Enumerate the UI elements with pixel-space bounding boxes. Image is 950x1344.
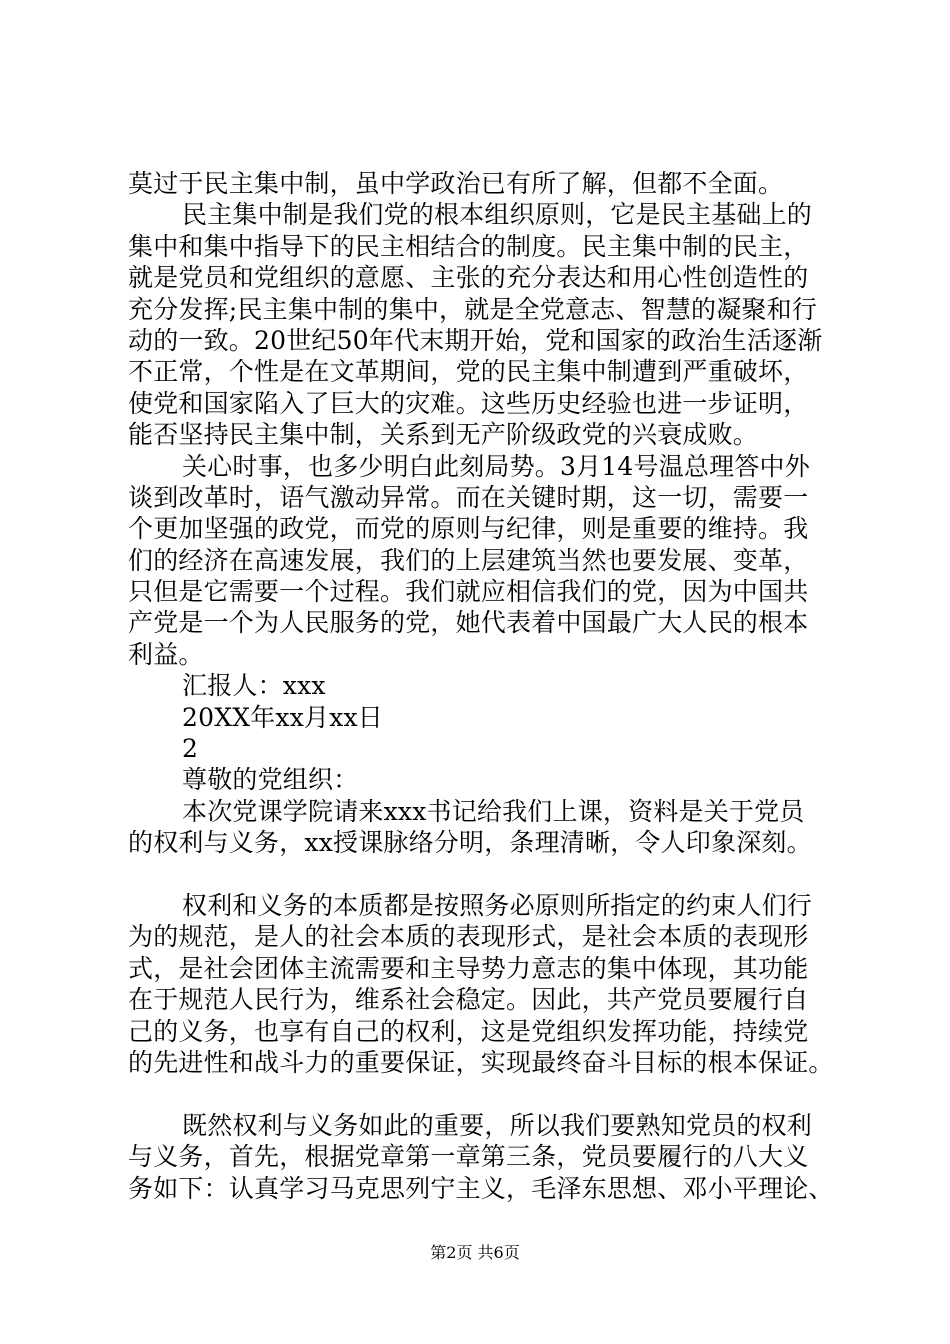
text-line: 的先进性和战斗力的重要保证，实现最终奋斗目标的根本保证。 [128, 1047, 834, 1077]
section-number: 2 [182, 734, 199, 764]
text-line: 谈到改革时，语气激动异常。而在关键时期，这一切，需要一 [128, 482, 809, 512]
text-line: 民主集中制是我们党的根本组织原则，它是民主基础上的 [182, 200, 813, 230]
text-line: 莫过于民主集中制，虽中学政治已有所了解，但都不全面。 [128, 169, 784, 198]
text-line: 就是党员和党组织的意愿、主张的充分表达和用心性创造性的 [128, 263, 809, 293]
text-line: 利益。 [128, 639, 204, 669]
text-line: 集中和集中指导下的民主相结合的制度。民主集中制的民主， [128, 231, 809, 261]
text-line: 能否坚持民主集中制，关系到无产阶级政党的兴衰成败。 [128, 420, 759, 450]
text-line: 动的一致。20世纪50年代末期开始，党和国家的政治生活逐渐 [128, 325, 823, 355]
text-line: 不正常，个性是在文革期间，党的民主集中制遭到严重破坏， [128, 357, 809, 387]
text-line: 本次党课学院请来xxx书记给我们上课，资料是关于党员 [182, 796, 805, 826]
blank-line [128, 1078, 848, 1109]
page-number-label: 第2页 共6页 [430, 1243, 520, 1262]
page-footer [0, 1243, 950, 1263]
text-line: 产党是一个为人民服务的党，她代表着中国最广大人民的根本 [128, 608, 809, 638]
document-body [128, 168, 848, 1204]
text-line: 既然权利与义务如此的重要，所以我们要熟知党员的权利 [182, 1110, 813, 1140]
text-line: 为的规范，是人的社会本质的表现形式，是社会本质的表现形 [128, 922, 809, 952]
text-line: 充分发挥;民主集中制的集中，就是全党意志、智慧的凝聚和行 [128, 294, 818, 324]
text-line: 个更加坚强的政党，而党的原则与纪律，则是重要的维持。我 [128, 514, 809, 544]
text-line: 的权利与义务，xx授课脉络分明，条理清晰，令人印象深刻。 [128, 828, 812, 858]
text-line: 权利和义务的本质都是按照务必原则所指定的约束人们行 [182, 890, 813, 920]
salutation: 尊敬的党组织： [182, 765, 359, 795]
blank-line [128, 859, 848, 890]
text-line: 关心时事，也多少明白此刻局势。3月14号温总理答中外 [182, 451, 810, 481]
text-line: 在于规范人民行为，维系社会稳定。因此，共产党员要履行自 [128, 985, 809, 1015]
text-line: 们的经济在高速发展，我们的上层建筑当然也要发展、变革， [128, 545, 809, 575]
text-line: 务如下：认真学习马克思列宁主义，毛泽东思想、邓小平理论、 [128, 1173, 834, 1203]
text-line: 只但是它需要一个过程。我们就应相信我们的党，因为中国共 [128, 577, 809, 607]
reporter-line: 汇报人：xxx [182, 671, 326, 701]
text-line: 使党和国家陷入了巨大的灾难。这些历史经验也进一步证明， [128, 388, 809, 418]
text-line: 与义务，首先，根据党章第一章第三条，党员要履行的八大义 [128, 1142, 809, 1172]
date-line: 20XX年xx月xx日 [182, 702, 384, 732]
text-line: 式，是社会团体主流需要和主导势力意志的集中体现，其功能 [128, 953, 809, 983]
text-line: 己的义务，也享有自己的权利，这是党组织发挥功能，持续党 [128, 1016, 809, 1046]
